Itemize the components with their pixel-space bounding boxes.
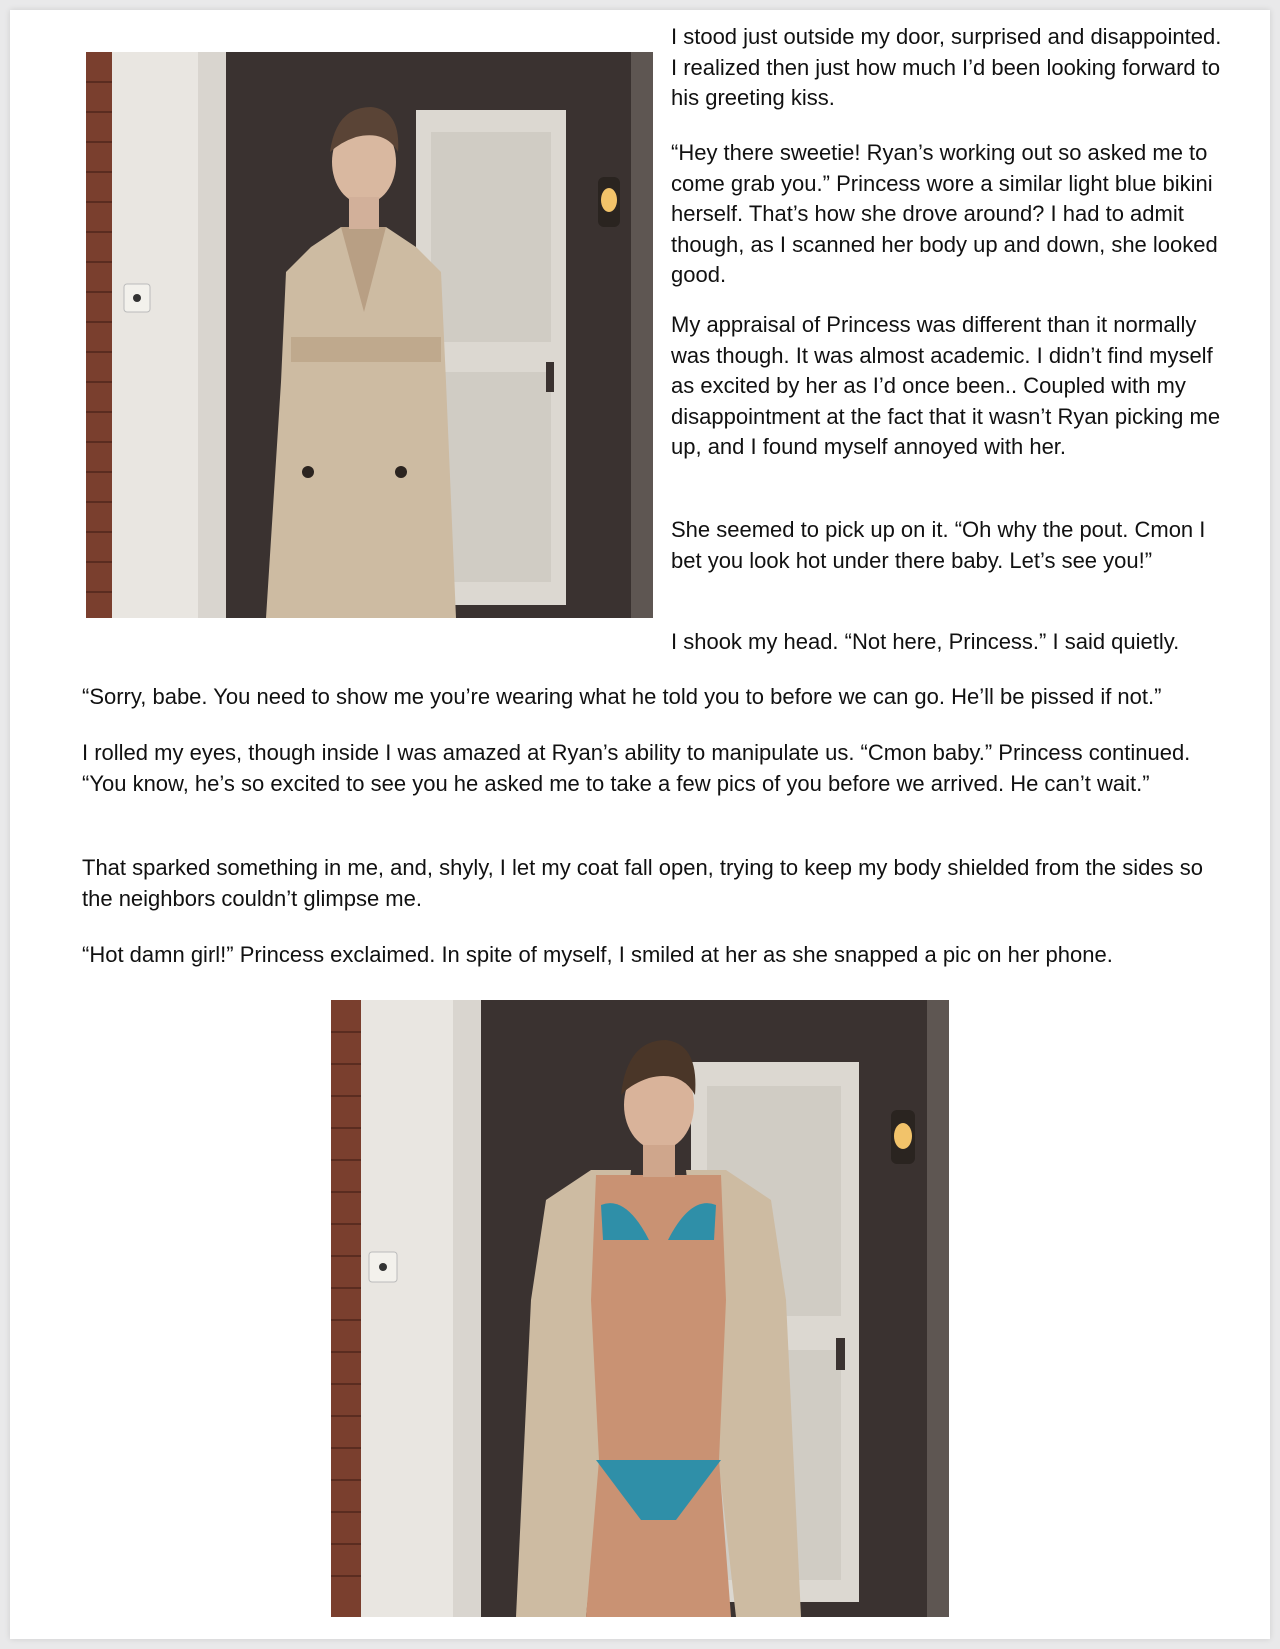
paragraph-9: “Hot damn girl!” Princess exclaimed. In spite of myself, I smiled at her as she snapped a pic on her phone. [82,942,1113,967]
paragraph-4: She seemed to pick up on it. “Oh why the pout. Cmon I bet you look hot under there baby. Let’s see you!” [671,517,1206,573]
paragraph-8: That sparked something in me, and, shyly, I let my coat fall open, trying to keep my body shielded from the sides so the neighbors couldn’t glimpse me. [82,855,1203,911]
document-page [10,10,1270,1639]
paragraph-2: “Hey there sweetie! Ryan’s working out so asked me to come grab you.” Princess wore a similar light blue bikini herself. That’s how she drove around? I had to admit though, as I scanned her body up and down, she looked good. [671,140,1218,287]
paragraph-1: I stood just outside my door, surprised and disappointed. I realized then just how much I’d been looking forward to his greeting kiss. [671,24,1222,110]
photo-coat-open [331,1000,949,1617]
paragraph-5: I shook my head. “Not here, Princess.” I said quietly. [671,629,1180,654]
paragraph-6: “Sorry, babe. You need to show me you’re wearing what he told you to before we can go. He’ll be pissed if not.” [82,684,1162,709]
paragraph-3: My appraisal of Princess was different than it normally was though. It was almost academic. I didn’t find myself as excited by her as I’d once been.. Coupled with my disappointment at the fact that it wasn’t Ryan picking me up, and I found myself annoyed with her. [671,312,1221,459]
photo-coat-closed [86,52,653,618]
paragraph-7: I rolled my eyes, though inside I was amazed at Ryan’s ability to manipulate us. “Cmon baby.” Princess continued. “You know, he’s so excited to see you he asked me to take a few pics of you before we arrived. He can’t wait.” [82,740,1191,796]
